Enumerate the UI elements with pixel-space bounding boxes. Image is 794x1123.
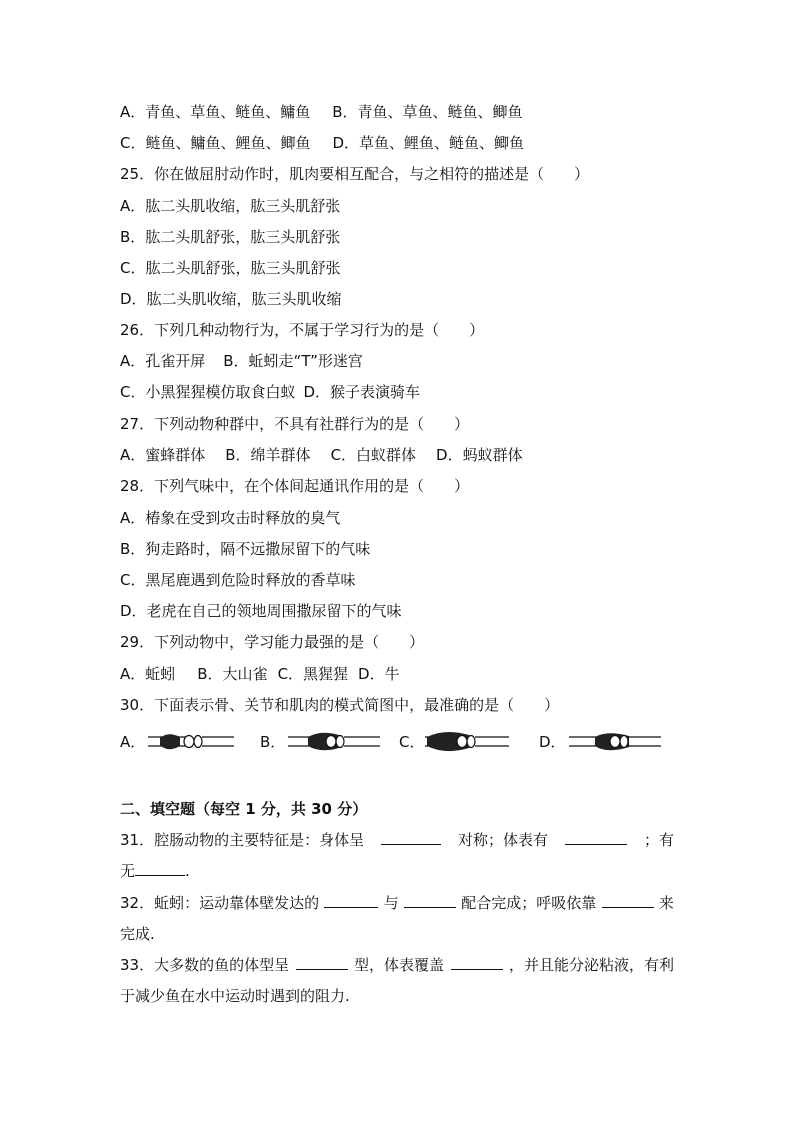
- q31-text-4: 无: [120, 862, 136, 880]
- q33-text-2: 型，体表覆盖: [354, 956, 445, 974]
- q24-option-c[interactable]: C．鲢鱼、鳙鱼、鲤鱼、鲫鱼: [120, 134, 311, 152]
- q32-blank-1[interactable]: [324, 893, 378, 908]
- q25-stem: 25．你在做屈肘动作时，肌肉要相互配合，与之相符的描述是（ ）: [120, 165, 590, 183]
- q30-diagram-a: [146, 729, 236, 755]
- q27-option-d[interactable]: D．蚂蚁群体: [436, 446, 523, 464]
- q26-options-row-2: [120, 382, 420, 402]
- q30-option-c-label: C．: [399, 733, 425, 751]
- q28-option-a[interactable]: A．椿象在受到攻击时释放的臭气: [120, 509, 341, 527]
- q31-line-2: [120, 861, 190, 881]
- q30-diagram-b: [286, 729, 382, 755]
- q29-option-d[interactable]: D．牛: [358, 665, 400, 683]
- q32-blank-3[interactable]: [602, 893, 654, 908]
- q33-blank-body-covering[interactable]: [451, 955, 503, 970]
- q27-option-c[interactable]: C．白蚁群体: [330, 446, 417, 464]
- q26-option-b[interactable]: B．蚯蚓走“T”形迷宫: [223, 352, 363, 370]
- q24-options-row-1: [120, 102, 523, 122]
- q27-option-a[interactable]: A．蜜蜂群体: [120, 446, 206, 464]
- q27-stem: 27．下列动物种群中，不具有社群行为的是（ ）: [120, 415, 470, 433]
- q32-text-1: 32．蚯蚓：运动靠体壁发达的: [120, 894, 320, 912]
- q29-stem: 29．下列动物中，学习能力最强的是（ ）: [120, 633, 425, 651]
- q30-option-a-label: A．: [120, 733, 146, 751]
- q31-text-5: .: [185, 862, 190, 880]
- q25-option-b[interactable]: B．肱二头肌舒张，肱三头肌舒张: [120, 228, 341, 246]
- q33-text-1: 33．大多数的鱼的体型呈: [120, 956, 290, 974]
- q32-text-3: 配合完成；呼吸依靠: [461, 894, 597, 912]
- q24-option-d[interactable]: D．草鱼、鲤鱼、鲢鱼、鲫鱼: [332, 134, 525, 152]
- q33-line-2: 于减少鱼在水中运动时遇到的阻力.: [120, 987, 350, 1005]
- q32-blank-2[interactable]: [404, 893, 456, 908]
- q26-options-row-1: [120, 351, 363, 371]
- q31-blank-body-surface[interactable]: [565, 830, 627, 845]
- q30-option-b-label: B．: [260, 733, 286, 751]
- q29-option-b[interactable]: B．大山雀: [197, 665, 268, 683]
- q25-option-c[interactable]: C．肱二头肌舒张，肱三头肌舒张: [120, 259, 341, 277]
- q27-options-row: [120, 445, 523, 465]
- q30-diagram-d: [567, 729, 663, 755]
- q26-stem: 26．下列几种动物行为，不属于学习行为的是（ ）: [120, 321, 485, 339]
- q30-diagram-c: [423, 729, 513, 755]
- q33-blank-body-shape[interactable]: [296, 955, 348, 970]
- q30-option-c[interactable]: [399, 729, 519, 755]
- q31-blank-symmetry[interactable]: [381, 830, 441, 845]
- q25-option-a[interactable]: A．肱二头肌收缩，肱三头肌舒张: [120, 197, 341, 215]
- q24-option-b[interactable]: B．青鱼、草鱼、鲢鱼、鲫鱼: [332, 103, 523, 121]
- q29-option-a[interactable]: A．蚯蚓: [120, 665, 176, 683]
- q30-stem: 30．下面表示骨、关节和肌肉的模式简图中，最准确的是（ ）: [120, 696, 560, 714]
- q26-option-d[interactable]: D．猴子表演骑车: [303, 383, 421, 401]
- q30-option-d[interactable]: [539, 729, 679, 755]
- q31-text-3: ；有: [643, 831, 674, 849]
- q33-line-1: [120, 955, 674, 975]
- q25-option-d[interactable]: D．肱二头肌收缩，肱三头肌收缩: [120, 290, 342, 308]
- section2-heading: 二、填空题（每空 1 分，共 30 分）: [120, 800, 368, 818]
- q30-option-a[interactable]: [120, 729, 240, 755]
- q28-option-d[interactable]: D．老虎在自己的领地周围撒尿留下的气味: [120, 602, 402, 620]
- q32-line-2: 完成.: [120, 925, 155, 943]
- q32-line-1: [120, 893, 674, 913]
- q31-line-1: [120, 830, 674, 850]
- q30-option-d-label: D．: [539, 733, 566, 751]
- q28-option-b[interactable]: B．狗走路时，隔不远撒尿留下的气味: [120, 540, 371, 558]
- q33-text-3: ，并且能分泌粘液，有利: [508, 956, 674, 974]
- q32-text-2: 与: [383, 894, 399, 912]
- q31-text-1: 31．腔肠动物的主要特征是：身体呈: [120, 831, 365, 849]
- q29-options-row: [120, 664, 400, 684]
- q31-blank-anus[interactable]: [135, 861, 185, 876]
- q30-figure-options: [120, 729, 680, 755]
- q27-option-b[interactable]: B．绵羊群体: [225, 446, 311, 464]
- q30-option-b[interactable]: [260, 729, 390, 755]
- q26-option-c[interactable]: C．小黑猩猩模仿取食白蚁: [120, 383, 296, 401]
- q31-text-2: 对称；体表有: [458, 831, 549, 849]
- q24-options-row-2: [120, 133, 524, 153]
- q24-option-a[interactable]: A．青鱼、草鱼、鲢鱼、鳙鱼: [120, 103, 311, 121]
- q32-text-4: 来: [658, 894, 674, 912]
- q28-stem: 28．下列气味中，在个体间起通讯作用的是（ ）: [120, 477, 470, 495]
- q26-option-a[interactable]: A．孔雀开屏: [120, 352, 206, 370]
- q28-option-c[interactable]: C．黑尾鹿遇到危险时释放的香草味: [120, 571, 356, 589]
- q29-option-c[interactable]: C．黑猩猩: [277, 665, 349, 683]
